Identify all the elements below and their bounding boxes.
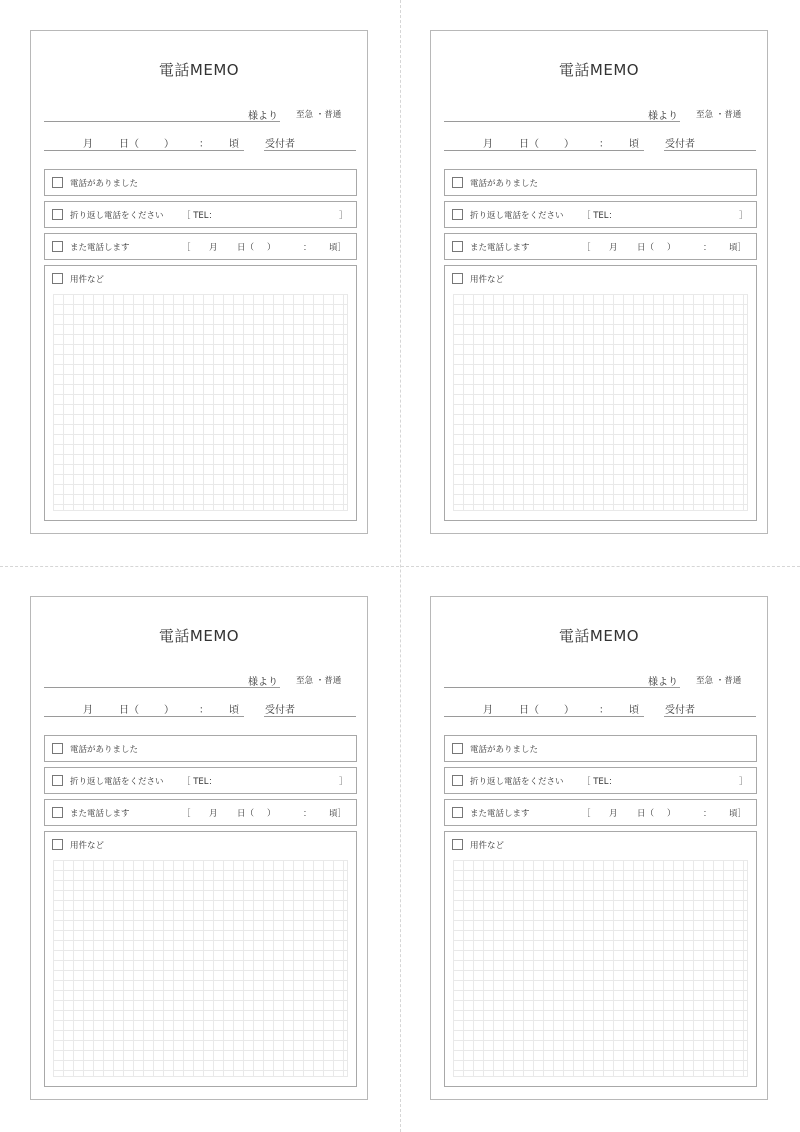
day-label: 日（	[119, 139, 139, 150]
tel-label: ［ TEL：	[582, 777, 618, 787]
row-will-call-label: また電話します	[470, 809, 530, 819]
row-called-label: 電話がありました	[70, 179, 139, 189]
row-call-back	[44, 767, 357, 794]
row-called-label: 電話がありました	[470, 745, 539, 755]
koro-label-small: 頃］	[329, 809, 347, 819]
receiver-line[interactable]	[264, 150, 356, 151]
month-label-small: 月	[609, 243, 618, 253]
koro-label: 頃	[629, 139, 639, 150]
row-called-label: 電話がありました	[470, 179, 539, 189]
paren-close-small: ）	[267, 809, 276, 819]
month-label: 月	[83, 705, 93, 716]
month-label: 月	[483, 705, 493, 716]
urgency-label: 至急 ・普通	[296, 676, 342, 686]
colon-label-small: ：	[303, 243, 312, 253]
day-label-small: 日（	[637, 809, 655, 819]
month-label-small: 月	[209, 243, 218, 253]
tel-label: ［ TEL：	[582, 211, 618, 221]
tel-label: ［ TEL：	[182, 777, 218, 787]
month-label: 月	[83, 139, 93, 150]
row-call-back-label: 折り返し電話をください	[70, 777, 164, 787]
notes-grid[interactable]	[453, 860, 748, 1077]
notes-grid[interactable]	[53, 860, 348, 1077]
notes-label: 用件など	[470, 275, 505, 285]
koro-label: 頃	[229, 139, 239, 150]
row-call-back-label: 折り返し電話をください	[470, 777, 564, 787]
month-label-small: 月	[609, 809, 618, 819]
day-label-small: 日（	[637, 243, 655, 253]
urgency-label: 至急 ・普通	[296, 110, 342, 120]
checkbox-called[interactable]	[52, 743, 63, 754]
bracket-open: ［	[182, 243, 191, 253]
paren-close: ）	[164, 139, 174, 150]
colon-label: ：	[599, 705, 609, 716]
receiver-label: 受付者	[265, 139, 295, 150]
paren-close-small: ）	[667, 243, 676, 253]
receiver-line[interactable]	[664, 150, 756, 151]
memo-title: 電話MEMO	[558, 61, 640, 79]
caller-name-line[interactable]	[44, 121, 280, 122]
checkbox-called[interactable]	[452, 743, 463, 754]
caller-name-line[interactable]	[444, 121, 680, 122]
notes-grid[interactable]	[453, 294, 748, 511]
row-will-call	[444, 233, 757, 260]
koro-label: 頃	[229, 705, 239, 716]
row-call-back	[444, 201, 757, 228]
notes-grid[interactable]	[53, 294, 348, 511]
row-will-call	[444, 799, 757, 826]
day-label: 日（	[119, 705, 139, 716]
sama-label: 様より	[648, 677, 678, 688]
checkbox-call-back[interactable]	[52, 209, 63, 220]
month-label-small: 月	[209, 809, 218, 819]
receiver-line[interactable]	[664, 716, 756, 717]
notes-box	[444, 831, 757, 1087]
checkbox-will-call[interactable]	[452, 807, 463, 818]
row-called	[444, 169, 757, 196]
day-label: 日（	[519, 139, 539, 150]
tel-close: ］	[739, 211, 748, 221]
row-called	[44, 735, 357, 762]
phone-memo-card-2	[430, 30, 768, 534]
row-called-label: 電話がありました	[70, 745, 139, 755]
koro-label: 頃	[629, 705, 639, 716]
row-call-back	[44, 201, 357, 228]
phone-memo-card-3	[30, 596, 368, 1100]
checkbox-notes[interactable]	[52, 839, 63, 850]
koro-label-small: 頃］	[729, 809, 747, 819]
bracket-open: ［	[182, 809, 191, 819]
caller-name-line[interactable]	[44, 687, 280, 688]
colon-label-small: ：	[303, 809, 312, 819]
colon-label-small: ：	[703, 243, 712, 253]
tel-label: ［ TEL：	[182, 211, 218, 221]
date-line[interactable]	[44, 150, 244, 151]
checkbox-notes[interactable]	[452, 839, 463, 850]
date-line[interactable]	[444, 150, 644, 151]
row-will-call	[44, 233, 357, 260]
month-label: 月	[483, 139, 493, 150]
phone-memo-card-1	[30, 30, 368, 534]
checkbox-called[interactable]	[52, 177, 63, 188]
memo-title: 電話MEMO	[558, 627, 640, 645]
row-will-call-label: また電話します	[470, 243, 530, 253]
row-call-back-label: 折り返し電話をください	[70, 211, 164, 221]
checkbox-will-call[interactable]	[52, 241, 63, 252]
urgency-label: 至急 ・普通	[696, 110, 742, 120]
notes-box	[44, 831, 357, 1087]
checkbox-notes[interactable]	[452, 273, 463, 284]
colon-label: ：	[199, 705, 209, 716]
date-line[interactable]	[444, 716, 644, 717]
memo-title: 電話MEMO	[158, 61, 240, 79]
row-will-call-label: また電話します	[70, 243, 130, 253]
cut-line-horizontal	[0, 566, 800, 567]
koro-label-small: 頃］	[329, 243, 347, 253]
checkbox-notes[interactable]	[52, 273, 63, 284]
checkbox-will-call[interactable]	[452, 241, 463, 252]
row-will-call	[44, 799, 357, 826]
paren-close-small: ）	[667, 809, 676, 819]
checkbox-will-call[interactable]	[52, 807, 63, 818]
phone-memo-card-4	[430, 596, 768, 1100]
bracket-open: ［	[582, 243, 591, 253]
sama-label: 様より	[648, 111, 678, 122]
row-call-back-label: 折り返し電話をください	[470, 211, 564, 221]
bracket-open: ［	[582, 809, 591, 819]
koro-label-small: 頃］	[729, 243, 747, 253]
sama-label: 様より	[248, 111, 278, 122]
checkbox-call-back[interactable]	[52, 775, 63, 786]
notes-label: 用件など	[70, 275, 105, 285]
checkbox-called[interactable]	[452, 177, 463, 188]
receiver-label: 受付者	[665, 139, 695, 150]
checkbox-call-back[interactable]	[452, 775, 463, 786]
date-line[interactable]	[44, 716, 244, 717]
sama-label: 様より	[248, 677, 278, 688]
notes-box	[444, 265, 757, 521]
paren-close-small: ）	[267, 243, 276, 253]
memo-title: 電話MEMO	[158, 627, 240, 645]
urgency-label: 至急 ・普通	[696, 676, 742, 686]
row-call-back	[444, 767, 757, 794]
day-label: 日（	[519, 705, 539, 716]
receiver-label: 受付者	[665, 705, 695, 716]
row-called	[44, 169, 357, 196]
paren-close: ）	[564, 705, 574, 716]
colon-label: ：	[599, 139, 609, 150]
notes-label: 用件など	[70, 841, 105, 851]
notes-label: 用件など	[470, 841, 505, 851]
receiver-label: 受付者	[265, 705, 295, 716]
colon-label-small: ：	[703, 809, 712, 819]
receiver-line[interactable]	[264, 716, 356, 717]
paren-close: ）	[164, 705, 174, 716]
paren-close: ）	[564, 139, 574, 150]
day-label-small: 日（	[237, 809, 255, 819]
tel-close: ］	[339, 777, 348, 787]
row-called	[444, 735, 757, 762]
caller-name-line[interactable]	[444, 687, 680, 688]
day-label-small: 日（	[237, 243, 255, 253]
tel-close: ］	[339, 211, 348, 221]
colon-label: ：	[199, 139, 209, 150]
tel-close: ］	[739, 777, 748, 787]
row-will-call-label: また電話します	[70, 809, 130, 819]
notes-box	[44, 265, 357, 521]
checkbox-call-back[interactable]	[452, 209, 463, 220]
